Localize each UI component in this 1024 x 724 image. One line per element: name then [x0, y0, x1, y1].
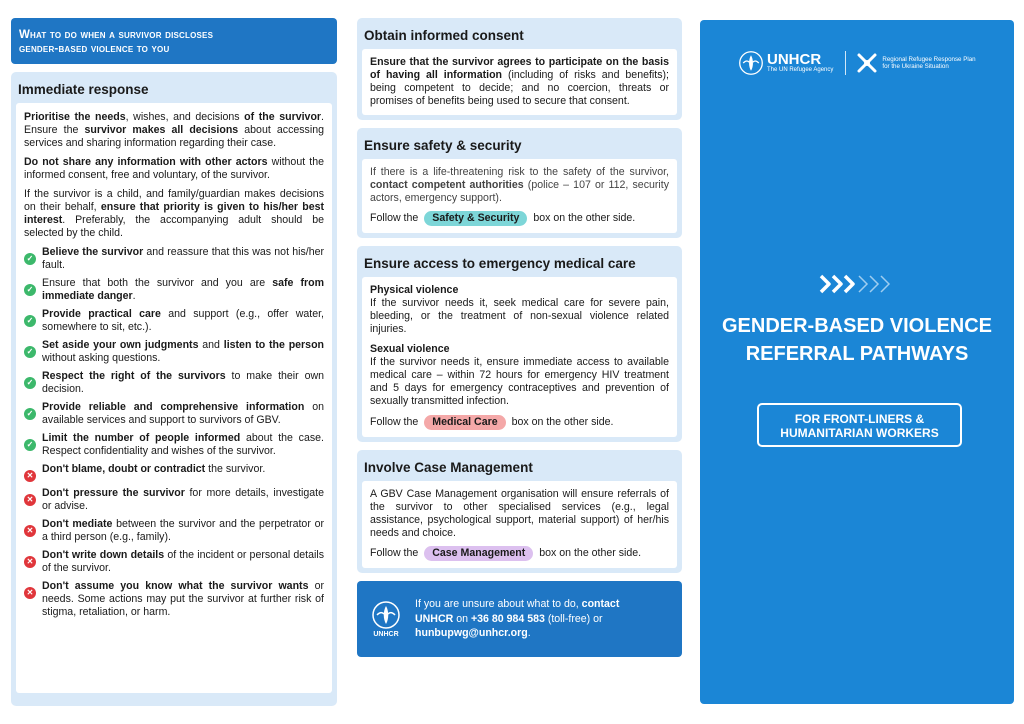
sexual-violence-text: If the survivor needs it, ensure immediate access to available medical care – within 72 hours for emergency HIV treatment and 5 days for emergency contraceptives and prevention of sexually transmitted infection. — [370, 356, 669, 407]
item-text: Don't blame, doubt or contradict the survivor. — [42, 463, 266, 475]
safety-body — [362, 159, 677, 233]
unhcr-brand-sub: The UN Refugee Agency — [767, 66, 834, 73]
contact-text — [415, 597, 619, 641]
immediate-response-title: Immediate response — [18, 82, 149, 97]
immediate-response-panel — [11, 72, 337, 706]
item-text: Don't mediate between the survivor and the perpetrator or a third person (e.g., family). — [42, 518, 324, 543]
section-header — [11, 18, 337, 64]
consent-panel — [357, 18, 682, 120]
dont-item — [24, 518, 324, 544]
item-text: Ensure that both the survivor and you are safe from immediate danger. — [42, 277, 325, 302]
check-circle-icon: ✓ — [24, 408, 36, 420]
bold-text: safe from immediate danger — [42, 277, 325, 302]
unhcr-brand — [738, 50, 833, 76]
bold-text: contact competent authorities — [370, 179, 524, 191]
sexual-violence-heading: Sexual violence — [370, 343, 450, 355]
cover-title-line-2: REFERRAL PATHWAYS — [745, 343, 969, 365]
item-text: Set aside your own judgments and listen to the person without asking questions. — [42, 339, 325, 364]
item-text: Provide practical care and support (e.g., offer water, somewhere to sit, etc.). — [42, 308, 324, 333]
medical-body — [362, 277, 677, 437]
item-text: Don't assume you know what the survivor wants or needs. Some actions may put the survivor at further risk of stigma, retaliation, or harm. — [42, 580, 324, 618]
chevrons-right-icon — [700, 274, 1014, 299]
do-item — [24, 339, 324, 365]
follow-post: box on the other side. — [533, 212, 636, 224]
x-circle-icon: ✕ — [24, 556, 36, 568]
contact-intro: If you are unsure about what to do, — [415, 598, 582, 611]
check-circle-icon: ✓ — [24, 253, 36, 265]
bold-text: survivor makes all decisions — [84, 124, 239, 136]
x-circle-icon: ✕ — [24, 587, 36, 599]
dos-list — [24, 246, 324, 458]
cover-title — [700, 312, 1014, 368]
cover-title-line-1: GENDER-BASED VIOLENCE — [721, 315, 993, 337]
contact-box — [357, 581, 682, 657]
do-item — [24, 277, 324, 303]
bold-text: Believe the survivor — [42, 246, 144, 258]
physical-violence — [370, 284, 669, 336]
case-management-text: A GBV Case Management organisation will ensure referrals of the survivor to other specialised services (e.g., legal assistance, psychological support, material support) of her/his needs and choice. — [370, 488, 669, 539]
do-item — [24, 432, 324, 458]
immediate-paragraph: Prioritise the needs, wishes, and decisions of the survivor. Ensure the survivor makes all decisions about accessing services and sharing information regarding their case. — [24, 111, 324, 149]
do-item — [24, 370, 324, 396]
case-management-pill: Case Management — [424, 546, 533, 561]
bold-text: of the survivor — [244, 111, 322, 123]
contact-verb: contact — [581, 598, 620, 611]
case-management-body — [362, 481, 677, 568]
unhcr-logo-text: UNHCR — [373, 631, 399, 638]
unhcr-logo — [365, 600, 407, 638]
brand-divider — [845, 51, 846, 75]
medical-panel — [357, 246, 682, 442]
bold-text: Don't write down details — [42, 549, 165, 561]
contact-email[interactable]: hunbupwg@unhcr.org — [415, 627, 528, 640]
physical-violence-heading: Physical violence — [370, 284, 459, 296]
middle-column — [357, 18, 682, 657]
bold-text: Don't pressure the survivor — [42, 487, 185, 499]
dont-item — [24, 463, 324, 482]
left-column — [11, 18, 337, 706]
physical-violence-text: If the survivor needs it, seek medical care for severe pain, bleeding, or the treatment of non-sexual violence related injuries. — [370, 297, 669, 335]
follow-pre: Follow the — [370, 212, 419, 224]
x-circle-icon: ✕ — [24, 494, 36, 506]
cover-brand — [738, 50, 984, 76]
safety-panel — [357, 128, 682, 238]
bold-text: Ensure that the survivor agrees to participate on the basis of having all information — [370, 56, 669, 81]
unhcr-emblem-icon — [371, 600, 401, 630]
immediate-paragraph: If the survivor is a child, and family/guardian makes decisions on their behalf, ensure that priority is given to his/her best interest. Preferably, the accompanying adult should be selected by the child. — [24, 188, 325, 239]
consent-title: Obtain informed consent — [364, 28, 524, 43]
follow-pre: Follow the — [370, 547, 419, 559]
safety-text: If there is a life-threatening risk to the safety of the survivor, contact competent authorities (police – 107 or 112, security actors, emergency support). — [370, 166, 670, 204]
dont-item — [24, 487, 324, 513]
item-text: Believe the survivor and reassure that this was not his/her fault. — [42, 246, 325, 271]
immediate-response-body — [16, 103, 332, 693]
check-circle-icon: ✓ — [24, 439, 36, 451]
bold-text: ensure that priority is given to his/her best interest — [24, 201, 325, 226]
contact-org: UNHCR — [415, 612, 454, 625]
check-circle-icon: ✓ — [24, 315, 36, 327]
do-item — [24, 246, 324, 272]
rrrp-brand — [856, 52, 975, 74]
bold-text: listen to the person — [223, 339, 325, 351]
do-item — [24, 308, 324, 334]
dont-item — [24, 549, 324, 575]
item-text: Limit the number of people informed about the case. Respect confidentiality and wishes of the survivor. — [42, 432, 325, 457]
contact-phone[interactable]: +36 80 984 583 — [470, 612, 545, 625]
safety-follow — [370, 211, 669, 226]
unhcr-emblem-icon — [738, 50, 764, 76]
safety-security-pill: Safety & Security — [424, 211, 527, 226]
check-circle-icon: ✓ — [24, 377, 36, 389]
header-line-1: What to do when a survivor discloses — [19, 29, 214, 41]
case-follow — [370, 546, 669, 561]
follow-pre: Follow the — [370, 416, 419, 428]
item-text: Don't write down details of the incident or personal details of the survivor. — [42, 549, 324, 574]
check-circle-icon: ✓ — [24, 284, 36, 296]
cover-panel — [700, 20, 1014, 704]
audience-box — [757, 403, 962, 447]
bold-text: Do not share any information with other actors — [24, 156, 268, 168]
consent-text: Ensure that the survivor agrees to participate on the basis of having all information (including of risks and benefits); being competent to decide; and no coercion, threats or promises of benefits being used to secure that consent. — [370, 56, 669, 107]
rrrp-logo-icon — [856, 52, 878, 74]
medical-follow — [370, 415, 669, 430]
unhcr-brand-name: UNHCR — [767, 50, 822, 68]
rrrp-line-1: Regional Refugee Response Plan — [882, 55, 976, 63]
follow-post: box on the other side. — [511, 416, 614, 428]
item-text: Provide reliable and comprehensive information on available services and support to survivors of GBV. — [42, 401, 324, 426]
audience-line-1: FOR FRONT-LINERS & — [794, 412, 925, 426]
bold-text: Don't blame, doubt or contradict — [42, 463, 206, 475]
case-management-title: Involve Case Management — [364, 460, 533, 475]
donts-list — [24, 463, 324, 619]
dont-item — [24, 580, 324, 619]
contact-on: on — [453, 612, 471, 625]
immediate-paragraph: Do not share any information with other actors without the informed consent, free and voluntary, of the survivor. — [24, 156, 324, 181]
bold-text: Provide practical care — [42, 308, 161, 320]
do-item — [24, 401, 324, 427]
safety-title: Ensure safety & security — [364, 138, 522, 153]
case-management-panel — [357, 450, 682, 573]
item-text: Respect the right of the survivors to make their own decision. — [42, 370, 324, 395]
bold-text: Provide reliable and comprehensive information — [42, 401, 305, 413]
item-text: Don't pressure the survivor for more details, investigate or advise. — [42, 487, 324, 512]
header-line-2: gender-based violence to you — [19, 43, 170, 55]
contact-email-end: . — [527, 627, 531, 640]
x-circle-icon: ✕ — [24, 470, 36, 482]
medical-care-pill: Medical Care — [424, 415, 505, 430]
bold-text: Don't assume you know what the survivor wants — [42, 580, 309, 592]
audience-line-2: HUMANITARIAN WORKERS — [780, 426, 939, 440]
bold-text: Prioritise the needs — [24, 111, 126, 123]
bold-text: Don't mediate — [42, 518, 113, 530]
sexual-violence — [370, 343, 669, 408]
check-circle-icon: ✓ — [24, 346, 36, 358]
bold-text: Respect the right of the survivors — [42, 370, 226, 382]
bold-text: Set aside your own judgments — [42, 339, 199, 351]
bold-text: Limit the number of people informed — [42, 432, 241, 444]
consent-body — [362, 49, 677, 115]
medical-title: Ensure access to emergency medical care — [364, 256, 636, 271]
x-circle-icon: ✕ — [24, 525, 36, 537]
follow-post: box on the other side. — [539, 547, 642, 559]
rrrp-line-2: for the Ukraine Situation — [882, 63, 949, 70]
contact-tollfree: (toll-free) or — [544, 612, 603, 625]
